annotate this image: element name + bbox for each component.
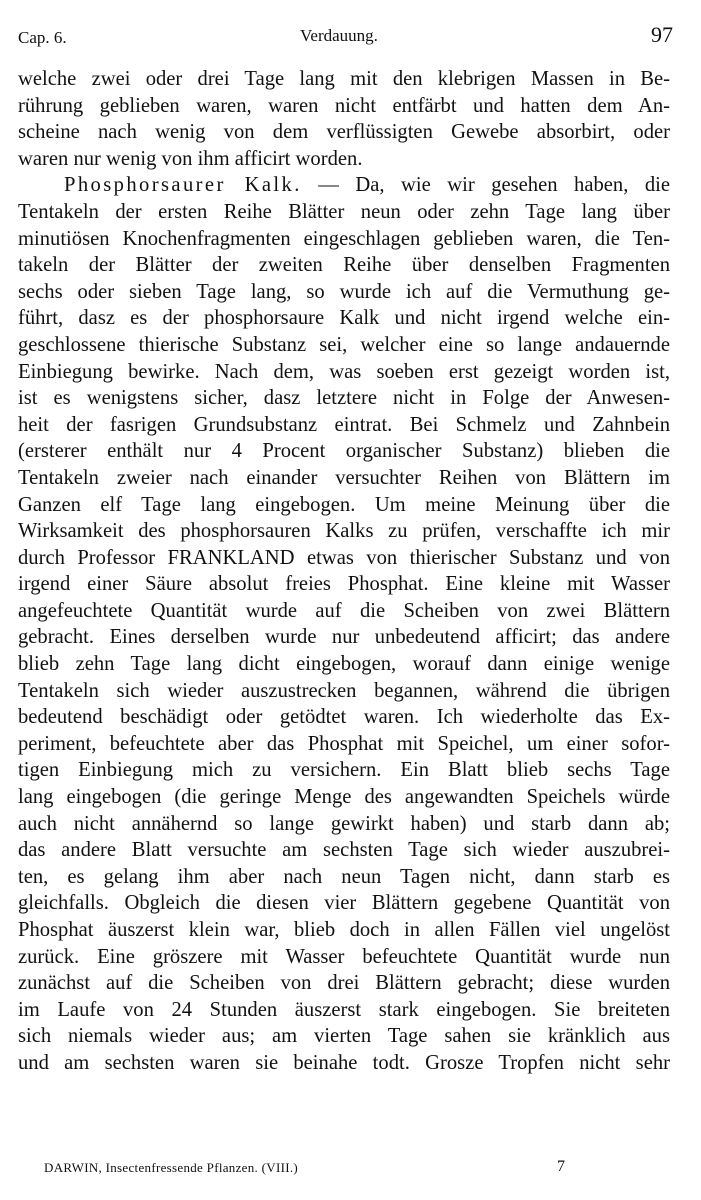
text-line: geschlossene thierische Substanz sei, welcher eine so lange andauernde — [18, 333, 670, 356]
text-line: periment, befeuchtete aber das Phosphat mit Speichel, um einer sofor- — [18, 732, 670, 755]
text-line: ist es wenigstens sicher, dasz letztere nicht in Folge der Anwesen- — [18, 387, 670, 410]
text-line: Tentakeln zweier nach einander versuchter Reihen von Blättern im — [18, 466, 670, 489]
running-head — [18, 22, 673, 52]
text-line: tigen Einbiegung mich zu versichern. Ein Blatt blieb sechs Tage — [18, 759, 670, 782]
text-line: (ersterer enthält nur 4 Procent organischer Substanz) blieben die — [18, 440, 670, 463]
body-text — [18, 66, 670, 1077]
text-line: Einbiegung bewirke. Nach dem, was soeben erst gezeigt worden ist, — [18, 360, 670, 383]
imprint-line: DARWIN, Insectenfressende Pflanzen. (VIII.) — [44, 1160, 299, 1175]
text-line: takeln der Blätter der zweiten Reihe über denselben Fragmenten — [18, 254, 670, 277]
text-line: auch nicht annähernd so lange gewirkt haben) und starb dann ab; — [18, 812, 670, 835]
section-heading: Phosphorsaurer Kalk. — [64, 174, 302, 197]
text-line: bedeutend beschädigt oder getödtet waren. Ich wiederholte das Ex- — [18, 706, 670, 729]
text-line: scheine nach wenig von dem verflüssigten Gewebe absorbirt, oder — [18, 121, 670, 144]
chapter-label: Cap. 6. — [18, 28, 67, 47]
signature-mark: 7 — [557, 1158, 565, 1175]
text-line: heit der fasrigen Grundsubstanz eintrat. Bei Schmelz und Zahnbein — [18, 413, 670, 436]
text-line-section-start: Phosphorsaurer Kalk. — Da, wie wir gesehen haben, die — [64, 174, 670, 197]
text-line: Ganzen elf Tage lang eingebogen. Um meine Meinung über die — [18, 493, 670, 516]
text-line: rührung geblieben waren, waren nicht entfärbt und hatten dem An- — [18, 94, 670, 117]
text-line: sechs oder sieben Tage lang, so wurde ich auf die Vermuthung ge- — [18, 280, 670, 303]
text-line: welche zwei oder drei Tage lang mit den klebrigen Massen in Be- — [18, 68, 670, 90]
text-line: ten, es gelang ihm aber nach neun Tagen nicht, dann starb es — [18, 865, 670, 888]
text-line: minutiösen Knochenfragmenten eingeschlagen geblieben waren, die Ten- — [18, 227, 670, 250]
text-line: Phosphat äuszerst klein war, blieb doch in allen Fällen viel ungelöst — [18, 919, 670, 941]
text-line: blieb zehn Tage lang dicht eingebogen, worauf dann einige wenige — [18, 653, 670, 676]
text-line: Tentakeln der ersten Reihe Blätter neun oder zehn Tage lang über — [18, 200, 670, 223]
page-footer — [44, 1158, 671, 1180]
text-line: gebracht. Eines derselben wurde nur unbedeutend afficirt; das andere — [18, 626, 670, 649]
text-line: gleichfalls. Obgleich die diesen vier Blättern gegebene Quantität von — [18, 892, 670, 915]
text-line: zurück. Eine gröszere mit Wasser befeuchtete Quantität wurde nun — [18, 945, 670, 968]
text-line: und am sechsten waren sie beinahe todt. Grosze Tropfen nicht sehr — [18, 1051, 670, 1074]
text-line: durch Professor FRANKLAND etwas von thierischer Substanz und von — [18, 546, 670, 569]
text-line: waren nur wenig von ihm afficirt worden. — [18, 147, 363, 170]
text-line: sich niemals wieder aus; am vierten Tage sahen sie kränklich aus — [18, 1025, 670, 1048]
text-line: das andere Blatt versuchte am sechsten Tage sich wieder auszubrei- — [18, 839, 670, 862]
text-line: angefeuchtete Quantität wurde auf die Scheiben von zwei Blättern — [18, 599, 670, 622]
text-line: lang eingebogen (die geringe Menge des angewandten Speichels würde — [18, 786, 670, 809]
text-line: zunächst auf die Scheiben von drei Blättern gebracht; diese wurden — [18, 972, 670, 995]
text-line: führt, dasz es der phosphorsaure Kalk und nicht irgend welche ein- — [18, 307, 670, 330]
running-title: Verdauung. — [300, 26, 378, 45]
page-number: 97 — [651, 22, 673, 47]
text-line: Tentakeln sich wieder auszustrecken begannen, während die übrigen — [18, 679, 670, 702]
text-line: irgend einer Säure absolut freies Phosphat. Eine kleine mit Wasser — [18, 573, 670, 596]
text-line: Wirksamkeit des phosphorsauren Kalks zu prüfen, verschaffte ich mir — [18, 520, 670, 543]
text-line: im Laufe von 24 Stunden äuszerst stark eingebogen. Sie breiteten — [18, 998, 670, 1021]
